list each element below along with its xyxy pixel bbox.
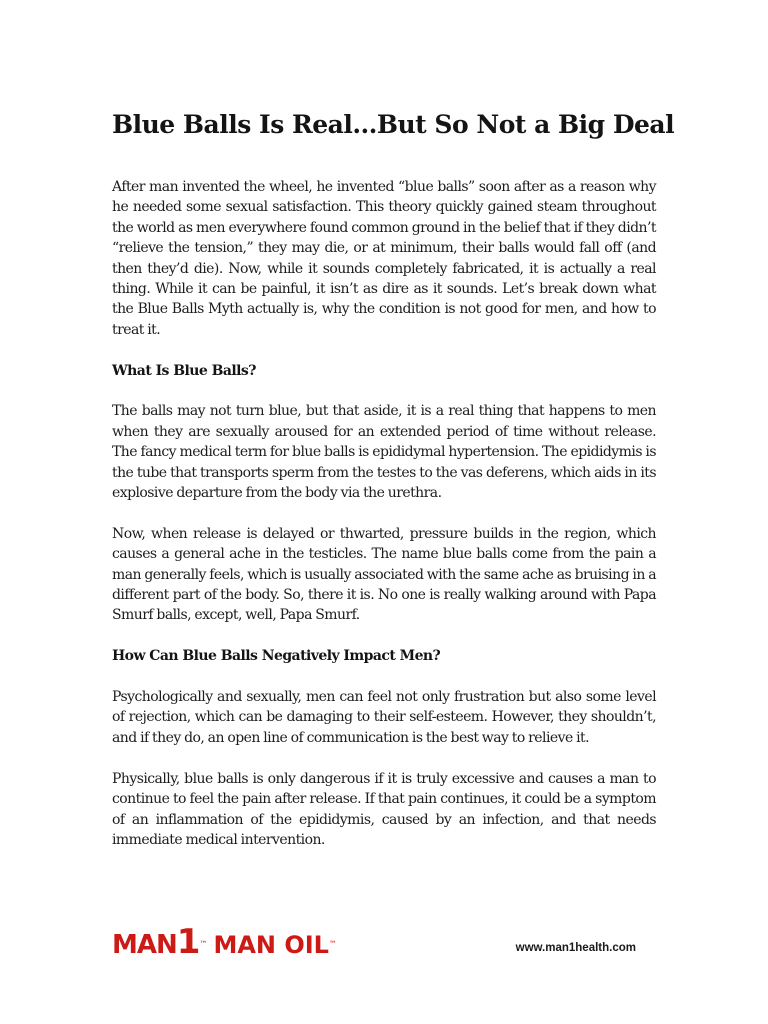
document-title: Blue Balls Is Real…But So Not a Big Deal [112,110,675,139]
logo-man-text: MAN [112,930,177,960]
logo-one-text: 1 [176,922,200,962]
paragraph: The balls may not turn blue, but that aside, it is a real thing that happens to men when they are sexually aroused for an extended period of time without release. The fancy medical term for blue balls is epididymal hypertension. The epididymis is the tube that transports sperm from the testes to the vas deferens, which aids in its explosive departure from the body via the urethra. [112,403,656,502]
trademark-symbol: ™ [328,939,337,949]
paragraph: Psychologically and sexually, men can feel not only frustration but also some level of rejection, which can be damaging to their self-esteem. However, they shouldn’t, and if they do, an open line of communication is the best way to relieve it. [112,689,656,746]
trademark-symbol: ™ [199,939,208,949]
document-body [112,177,656,871]
logo-man-oil-text: MAN OIL [213,931,329,959]
section-heading-impact: How Can Blue Balls Negatively Impact Men? [112,648,441,665]
paragraph: Now, when release is delayed or thwarted, pressure builds in the region, which causes a general ache in the testicles. The name blue balls come from the pain a man generally feels, which is usually associated with the same ache as bruising in a different part of the body. So, there it is. No one is really walking around with Papa Smurf balls, except, well, Papa Smurf. [112,525,656,624]
paragraph: Physically, blue balls is only dangerous if it is truly excessive and causes a man to continue to feel the pain after release. If that pain continues, it could be a symptom of an inflammation of the epididymis, caused by an infection, and that needs immediate medical intervention. [112,770,656,848]
footer [112,922,656,972]
website-url: www.man1health.com [515,942,636,954]
brand-logo [112,922,337,962]
intro-paragraph: After man invented the wheel, he invented “blue balls” soon after as a reason why he needed some sexual satisfaction. This theory quickly gained steam throughout the world as men everywhere found common ground in the belief that if they didn’t “relieve the tension,” they may die, or at minimum, their balls would fall off (and then they’d die). Now, while it sounds completely fabricated, it is actually a real thing. While it can be painful, it isn’t as dire as it sounds. Let’s break down what the Blue Balls Myth actually is, why the condition is not good for men, and how to treat it. [112,179,656,338]
section-heading-what-is: What Is Blue Balls? [112,362,256,379]
